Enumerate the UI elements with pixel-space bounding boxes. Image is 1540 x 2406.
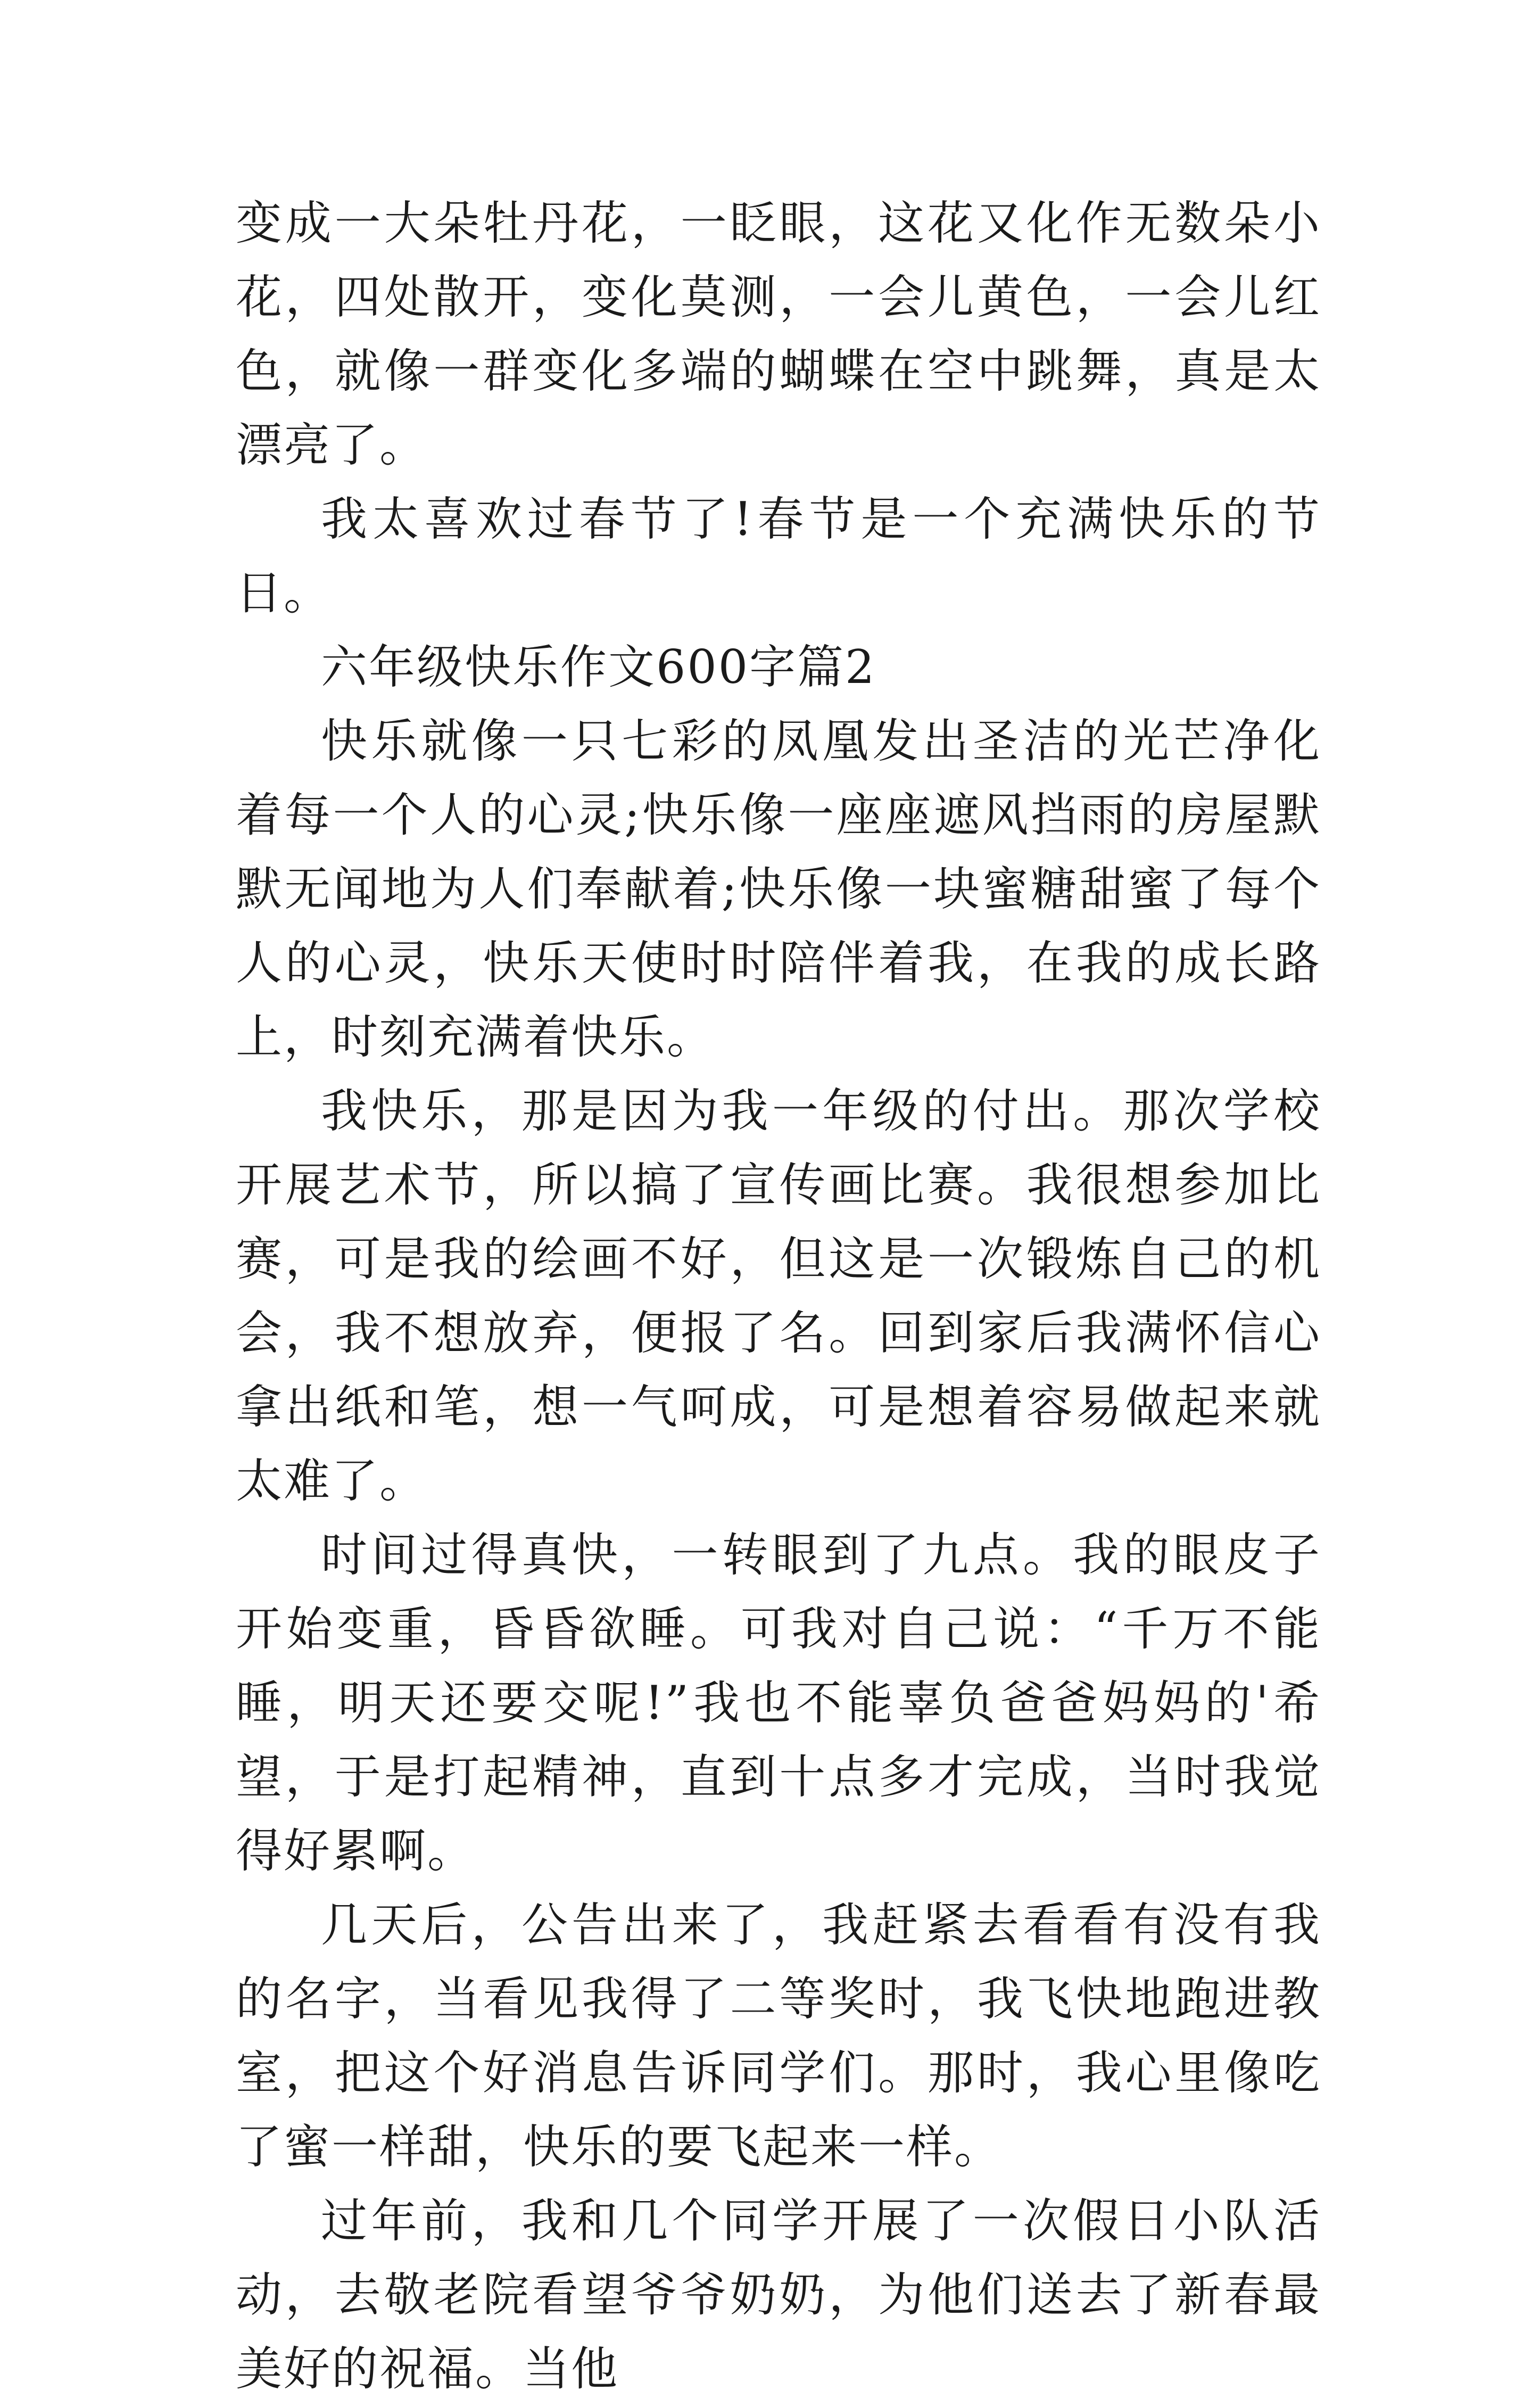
- paragraph-5: 时间过得真快，一转眼到了九点。我的眼皮子开始变重，昏昏欲睡。可我对自己说：“千万不能睡，明天还要交呢!”我也不能辜负爸爸妈妈的'希望，于是打起精神，直到十点多才完成，当时我觉得好累啊。: [236, 1528, 1321, 1878]
- paragraph-4: 我快乐，那是因为我一年级的付出。那次学校开展艺术节，所以搞了宣传画比赛。我很想参加比赛，可是我的绘画不好，但这是一次锻炼自己的机会，我不想放弃，便报了名。回到家后我满怀信心拿出纸和笔，想一气呵成，可是想着容易做起来就太难了。: [236, 1084, 1321, 1508]
- paragraph-6: 几天后，公告出来了，我赶紧去看看有没有我的名字，当看见我得了二等奖时，我飞快地跑进教室，把这个好消息告诉同学们。那时，我心里像吃了蜜一样甜，快乐的要飞起来一样。: [236, 1898, 1321, 2174]
- section-heading: 六年级快乐作文600字篇2: [321, 640, 876, 694]
- paragraph-7: 过年前，我和几个同学开展了一次假日小队活动，去敬老院看望爷爷奶奶，为他们送去了新春最美好的祝福。当他: [236, 2194, 1321, 2396]
- paragraph-1: 变成一大朵牡丹花，一眨眼，这花又化作无数朵小花，四处散开，变化莫测，一会儿黄色，一会儿红色，就像一群变化多端的蝴蝶在空中跳舞，真是太漂亮了。: [236, 196, 1321, 472]
- paragraph-2: 我太喜欢过春节了!春节是一个充满快乐的节日。: [236, 492, 1321, 620]
- document-body: [236, 186, 1321, 2406]
- paragraph-3: 快乐就像一只七彩的凤凰发出圣洁的光芒净化着每一个人的心灵;快乐像一座座遮风挡雨的房屋默默无闻地为人们奉献着;快乐像一块蜜糖甜蜜了每个人的心灵，快乐天使时时陪伴着我，在我的成长路上，时刻充满着快乐。: [236, 714, 1321, 1064]
